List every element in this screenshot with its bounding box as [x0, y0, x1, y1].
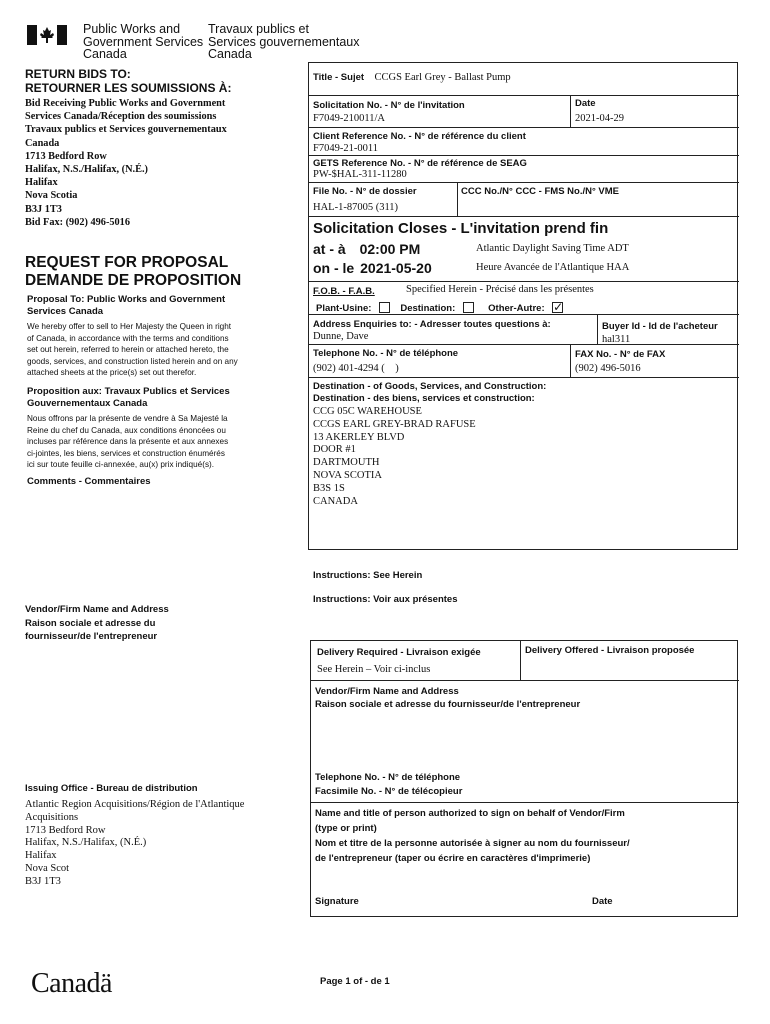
gets-ref-label: GETS Reference No. - N° de référence de SEAG [313, 158, 527, 169]
date-value: 2021-04-29 [575, 113, 624, 124]
fax-value: (902) 496-5016 [575, 363, 641, 374]
other-checkbox[interactable] [552, 302, 563, 313]
date-label: Date [575, 98, 596, 109]
phone-value: (902) 401-4294 ( ) [313, 363, 399, 374]
at-label: at - à [313, 241, 346, 257]
vendor-firm-label-en: Vendor/Firm Name and Address [315, 686, 459, 697]
title-label: Title - Sujet [313, 72, 365, 83]
plant-label: Plant-Usine: [316, 303, 372, 314]
destination-goods-label-en: Destination - of Goods, Services, and Construction: [313, 381, 547, 392]
return-address: Bid Receiving Public Works and Government Services Canada/Réception des soumissions Travaux publics et Services gouvernementaux Canada 1713 Bedford Row Halifax, N.S./Halifax, (N.É.) Halifax Nova Scotia B3J 1T3 Bid Fax: (902) 496-5016 [25, 98, 227, 228]
proposition-body: Nous offrons par la présente de vendre à Sa Majesté la Reine du chef du Canada, aux conditions énoncées ou incluses par référence dans la présente et aux annexes ci-jointes, les biens, services et construction énumérés ici sur toute feuille ci-annexée, au(x) prix indiqué(s). [27, 414, 229, 469]
closing-date-value: 2021-05-20 [360, 260, 432, 276]
instructions-fr: Instructions: Voir aux présentes [313, 594, 458, 605]
closing-date-row [313, 260, 432, 276]
canada-flag-icon [27, 25, 67, 45]
vendor-firm-label-left: Vendor/Firm Name and Address Raison sociale et adresse du fournisseur/de l'entrepreneur [25, 604, 169, 642]
vendor-firm-input[interactable] [315, 712, 733, 768]
time-zone-fr: Heure Avancée de l'Atlantique HAA [476, 262, 630, 273]
file-no-label: File No. - N° de dossier [313, 186, 417, 197]
department-name-en: Public Works and Government Services Canada [83, 22, 204, 61]
time-zone-en: Atlantic Daylight Saving Time ADT [476, 243, 629, 254]
destination-goods-label-fr: Destination - des biens, services et construction: [313, 393, 535, 404]
comments-label: Comments - Commentaires [27, 476, 151, 487]
proposition-title: Proposition aux: Travaux Publics et Services Gouvernementaux Canada [27, 386, 230, 409]
solicitation-closes-title: Solicitation Closes - L'invitation prend fin [313, 220, 609, 237]
fob-checkbox-row [316, 298, 563, 316]
destination-address: CCG 05C WAREHOUSE CCGS EARL GREY-BRAD RAFUSE 13 AKERLEY BLVD DOOR #1 DARTMOUTH NOVA SCOTIA B3S 1S CANADA [313, 406, 476, 507]
return-bids-heading: RETURN BIDS TO: RETOURNER LES SOUMISSIONS À: [25, 67, 232, 95]
page-number: Page 1 of - de 1 [320, 976, 390, 987]
other-label: Other-Autre: [488, 303, 545, 314]
signature-date-label: Date [592, 896, 613, 907]
delivery-offered-label: Delivery Offered - Livraison proposée [525, 645, 695, 656]
rfp-heading: REQUEST FOR PROPOSAL DEMANDE DE PROPOSITION [25, 254, 242, 289]
delivery-required-label: Delivery Required - Livraison exigée [317, 647, 481, 658]
fob-value: Specified Herein - Précisé dans les présentes [406, 284, 594, 295]
vendor-facsimile-label: Facsimile No. - N° de télécopieur [315, 786, 463, 797]
solicitation-label: Solicitation No. - N° de l'invitation [313, 100, 465, 111]
destination-checkbox[interactable] [463, 302, 474, 313]
buyer-id-label: Buyer Id - Id de l'acheteur [602, 321, 718, 332]
instructions-en: Instructions: See Herein [313, 570, 423, 581]
enquiries-label: Address Enquiries to: - Adresser toutes questions à: [313, 319, 551, 330]
authorized-signer-input[interactable] [315, 866, 733, 890]
issuing-office-address: Atlantic Region Acquisitions/Région de l'Atlantique Acquisitions 1713 Bedford Row Halifax, N.S./Halifax, (N.É.) Halifax Nova Scot B3J 1T3 [25, 799, 245, 887]
enquiries-value: Dunne, Dave [313, 331, 369, 342]
department-name-fr: Travaux publics et Services gouvernementaux Canada [208, 22, 360, 61]
title-field [313, 67, 511, 85]
buyer-id-value: hal311 [602, 334, 631, 345]
solicitation-value: F7049-210011/A [313, 113, 385, 124]
fax-label: FAX No. - N° de FAX [575, 349, 666, 360]
client-ref-value: F7049-21-0011 [313, 143, 378, 154]
proposal-to-title: Proposal To: Public Works and Government Services Canada [27, 294, 226, 317]
phone-label: Telephone No. - N° de téléphone [313, 348, 459, 359]
signature-label: Signature [315, 896, 359, 907]
file-no-value: HAL-1-87005 (311) [313, 202, 399, 213]
vendor-firm-label-fr: Raison sociale et adresse du fournisseur/de l'entrepreneur [315, 699, 581, 710]
closing-time-row [313, 241, 420, 257]
ccc-no-label: CCC No./N° CCC - FMS No./N° VME [461, 186, 620, 197]
authorized-signer-label: Name and title of person authorized to sign on behalf of Vendor/Firm (type or print) Nom et titre de la personne autorisée à signer au nom du fournisseur/ de l'entrepreneur (taper ou écrire en caractères d'imprimerie) [315, 808, 630, 864]
check-mark-icon: ✓ [553, 300, 564, 314]
title-value: CCGS Earl Grey - Ballast Pump [374, 72, 511, 83]
closing-time-value: 02:00 PM [359, 241, 421, 257]
on-label: on - le [313, 260, 355, 276]
canada-wordmark: Canadä [31, 968, 112, 999]
delivery-required-value: See Herein – Voir ci-inclus [317, 664, 431, 675]
client-ref-label: Client Reference No. - N° de référence du client [313, 131, 526, 142]
plant-checkbox[interactable] [379, 302, 390, 313]
issuing-office-label: Issuing Office - Bureau de distribution [25, 783, 198, 794]
vendor-telephone-label: Telephone No. - N° de téléphone [315, 772, 461, 783]
gets-ref-value: PW-$HAL-311-11280 [313, 169, 407, 180]
proposal-to-body: We hereby offer to sell to Her Majesty the Queen in right of Canada, in accordance with the terms and conditions set out herein, referred to herein or attached hereto, the goods, services, and construction listed herein and on any attached sheets at the price(s) set out therefor. [27, 322, 238, 377]
fob-label: F.O.B. - F.A.B. [313, 286, 375, 297]
destination-label: Destination: [400, 303, 456, 314]
